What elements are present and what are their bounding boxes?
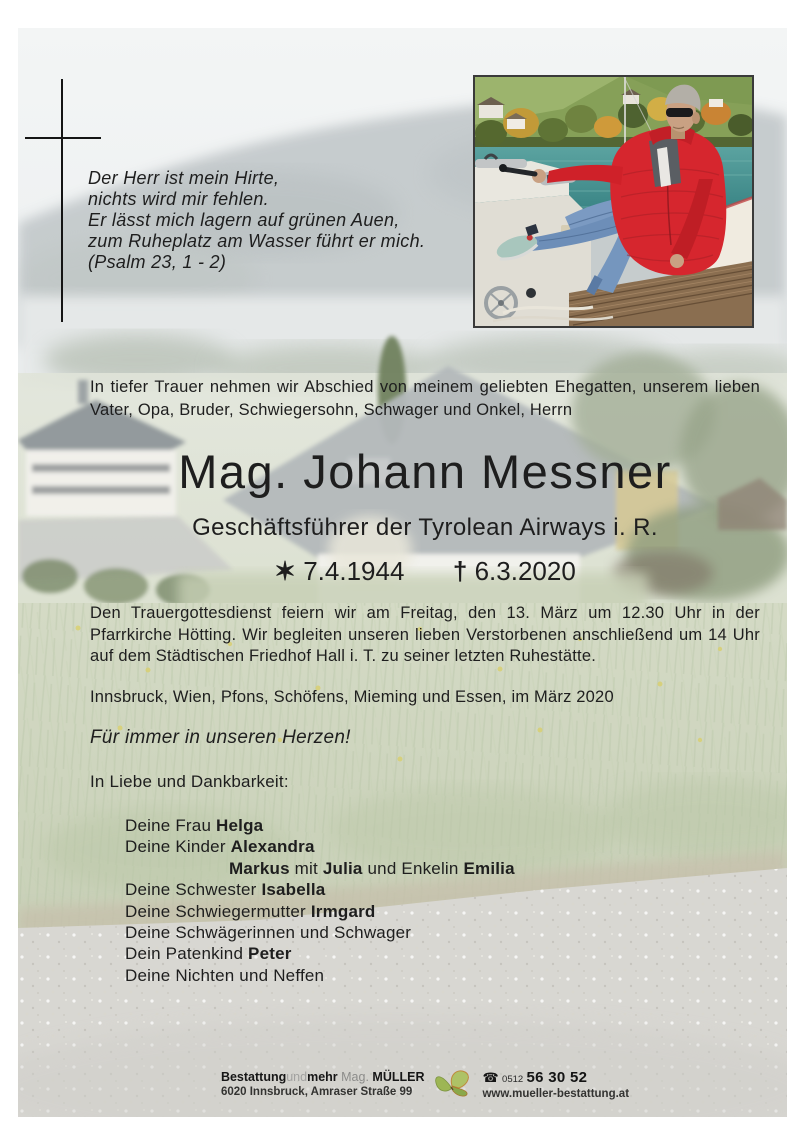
dagger-of-death-icon: † — [452, 556, 468, 586]
family-line: Deine Schwiegermutter Irmgard — [125, 901, 376, 921]
family-line: Deine Schwester Isabella — [125, 880, 326, 900]
death-date: 6.3.2020 — [474, 556, 576, 586]
psalm-line: Der Herr ist mein Hirte, — [88, 168, 280, 188]
phone-icon: ☎ — [482, 1070, 499, 1085]
gratitude-heading: In Liebe und Dankbarkeit: — [90, 772, 289, 791]
phone-area-code: 0512 — [502, 1074, 524, 1085]
deceased-title: Geschäftsführer der Tyrolean Airways i. R. — [192, 514, 658, 541]
farewell-text: Für immer in unseren Herzen! — [90, 727, 351, 748]
portrait-photo — [473, 75, 754, 328]
deceased-name: Mag. Johann Messner — [178, 445, 672, 498]
family-line: Deine Nichten und Neffen — [125, 965, 325, 985]
birth-date: 7.4.1944 — [303, 556, 405, 586]
psalm-line: zum Ruheplatz am Wasser führt er mich. — [88, 231, 426, 251]
contact-info — [482, 1070, 629, 1101]
funeral-home-address: 6020 Innsbruck, Amraser Straße 99 — [220, 1086, 413, 1098]
cross-horizontal-bar — [25, 137, 101, 139]
funeral-info: Den Trauergottesdienst feiern wir am Freitag, den 13. März um 12.30 Uhr in der Pfarrkirche Hötting. Wir begleiten unseren lieben Verstorbenen anschließend um 14 Uhr auf dem Städtischen Friedhof Hall i. T. zu seiner letzten Ruhestätte. — [90, 604, 760, 665]
psalm-text — [88, 168, 528, 273]
family-line: Dein Patenkind Peter — [125, 944, 292, 964]
funeral-home-brand: Bestattungundmehr Mag. MÜLLER — [220, 1070, 425, 1084]
family-line: Deine Frau Helga — [125, 816, 264, 835]
psalm-lines — [88, 168, 528, 252]
psalm-source: (Psalm 23, 1 - 2) — [88, 252, 227, 272]
footer — [90, 1070, 760, 1102]
family-line: Deine Schwägerinnen und Schwager — [125, 923, 412, 943]
phone-line — [482, 1070, 629, 1087]
website: www.mueller-bestattung.at — [482, 1088, 630, 1100]
life-dates — [90, 556, 760, 587]
family-line: Markus mit Julia und Enkelin Emilia — [229, 858, 515, 878]
intro-text: In tiefer Trauer nehmen wir Abschied von meinem geliebten Ehegatten, unserem lieben Vater, Opa, Bruder, Schwiegersohn, Schwager und Onkel, Herrn — [90, 378, 760, 419]
psalm-line: Er lässt mich lagern auf grünen Auen, — [88, 210, 400, 230]
star-of-birth-icon: ✶ — [274, 556, 296, 586]
psalm-line: nichts wird mir fehlen. — [88, 189, 269, 209]
family-list — [125, 815, 725, 986]
cross-vertical-bar — [61, 79, 63, 322]
funeral-home-info — [221, 1070, 425, 1099]
photo-hillside — [473, 75, 754, 151]
family-line: Deine Kinder Alexandra — [125, 837, 315, 857]
phone-number: 56 30 52 — [526, 1069, 588, 1086]
butterfly-icon — [434, 1070, 472, 1102]
places-line: Innsbruck, Wien, Pfons, Schöfens, Mieming und Essen, im März 2020 — [90, 688, 614, 706]
